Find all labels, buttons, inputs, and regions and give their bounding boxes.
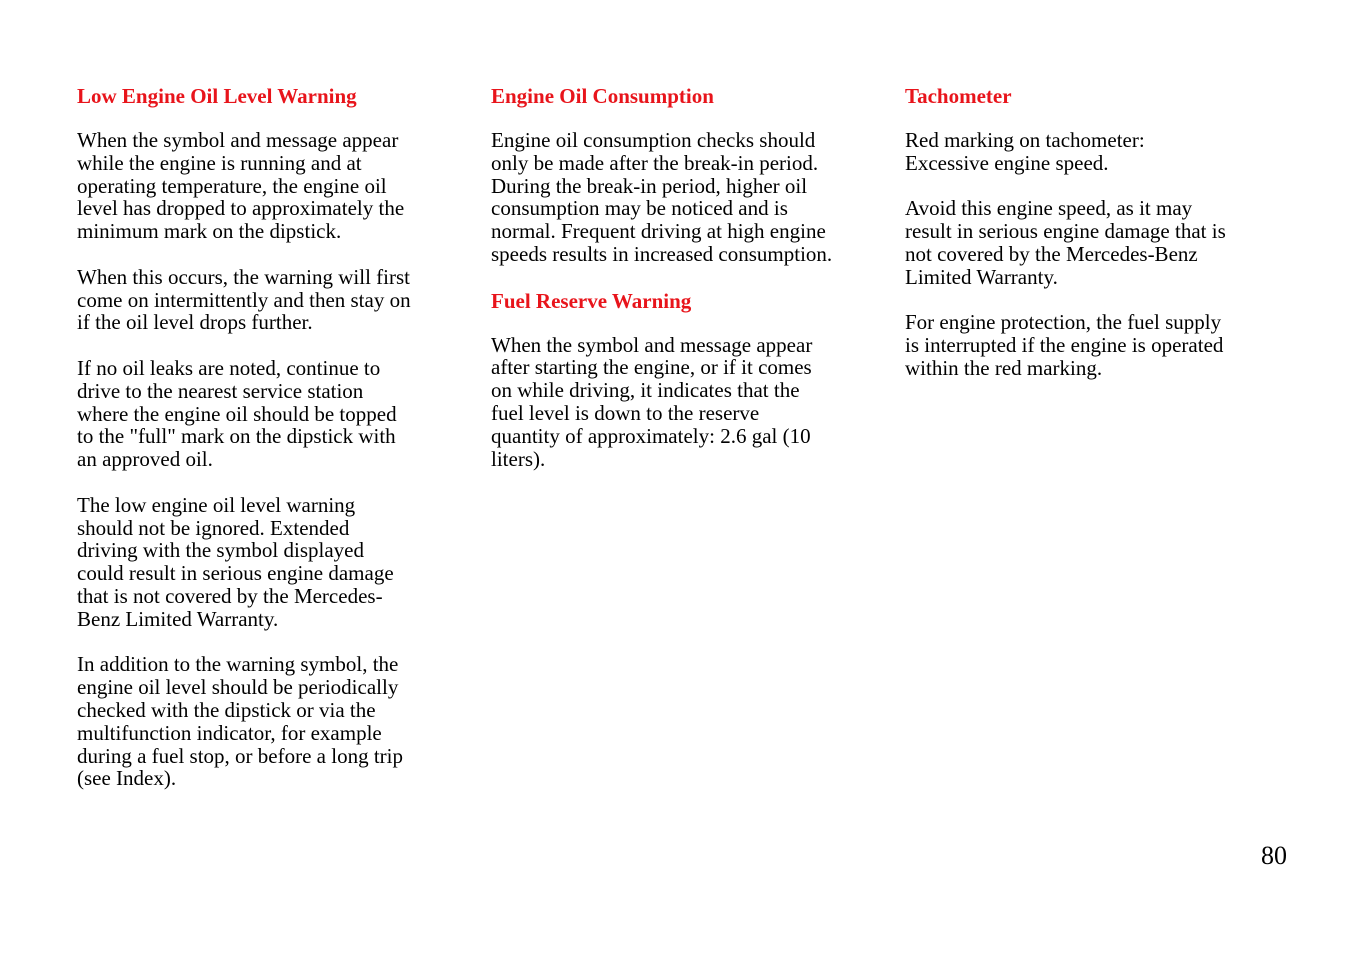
column-tachometer: [905, 84, 1265, 403]
paragraph: Red marking on tachometer: Excessive engine speed.: [905, 128, 1145, 175]
section-heading-low-oil-warning: Low Engine Oil Level Warning: [77, 84, 357, 108]
paragraph: If no oil leaks are noted, continue to drive to the nearest service station where the engine oil should be topped to the "full" mark on the dipstick with an approved oil.: [77, 355, 397, 472]
page-number: 80: [1261, 841, 1287, 870]
section-heading-fuel-reserve: Fuel Reserve Warning: [491, 288, 692, 313]
column-low-oil-warning: [77, 84, 447, 813]
section-heading-oil-consumption: Engine Oil Consumption: [491, 84, 714, 108]
section-heading-tachometer: Tachometer: [905, 84, 1012, 108]
paragraph: When this occurs, the warning will first come on intermittently and then stay on if the oil level drops further.: [77, 264, 411, 335]
paragraph: Engine oil consumption checks should only be made after the break-in period. During the break-in period, higher oil consumption may be noticed and is normal. Frequent driving at high engine speeds results in increased consumption.: [491, 128, 833, 266]
column-oil-consumption-fuel-reserve: [491, 84, 871, 493]
paragraph: For engine protection, the fuel supply is interrupted if the engine is operated within the red marking.: [905, 310, 1224, 380]
paragraph: When the symbol and message appear after starting the engine, or if it comes on while driving, it indicates that the fuel level is down to the reserve quantity of approximately: 2.6 gal (10 liters).: [491, 332, 813, 471]
paragraph: Avoid this engine speed, as it may result in serious engine damage that is not covered by the Mercedes-Benz Limited Warranty.: [905, 196, 1226, 289]
paragraph: In addition to the warning symbol, the engine oil level should be periodically checked with the dipstick or via the multifunction indicator, for example during a fuel stop, or before a long trip (see Index).: [77, 652, 403, 791]
paragraph: The low engine oil level warning should not be ignored. Extended driving with the symbol displayed could result in serious engine damage that is not covered by the Mercedes- Benz Limited Warranty.: [77, 492, 394, 631]
paragraph: When the symbol and message appear while the engine is running and at operating temperature, the engine oil level has dropped to approximately the minimum mark on the dipstick.: [77, 128, 405, 244]
